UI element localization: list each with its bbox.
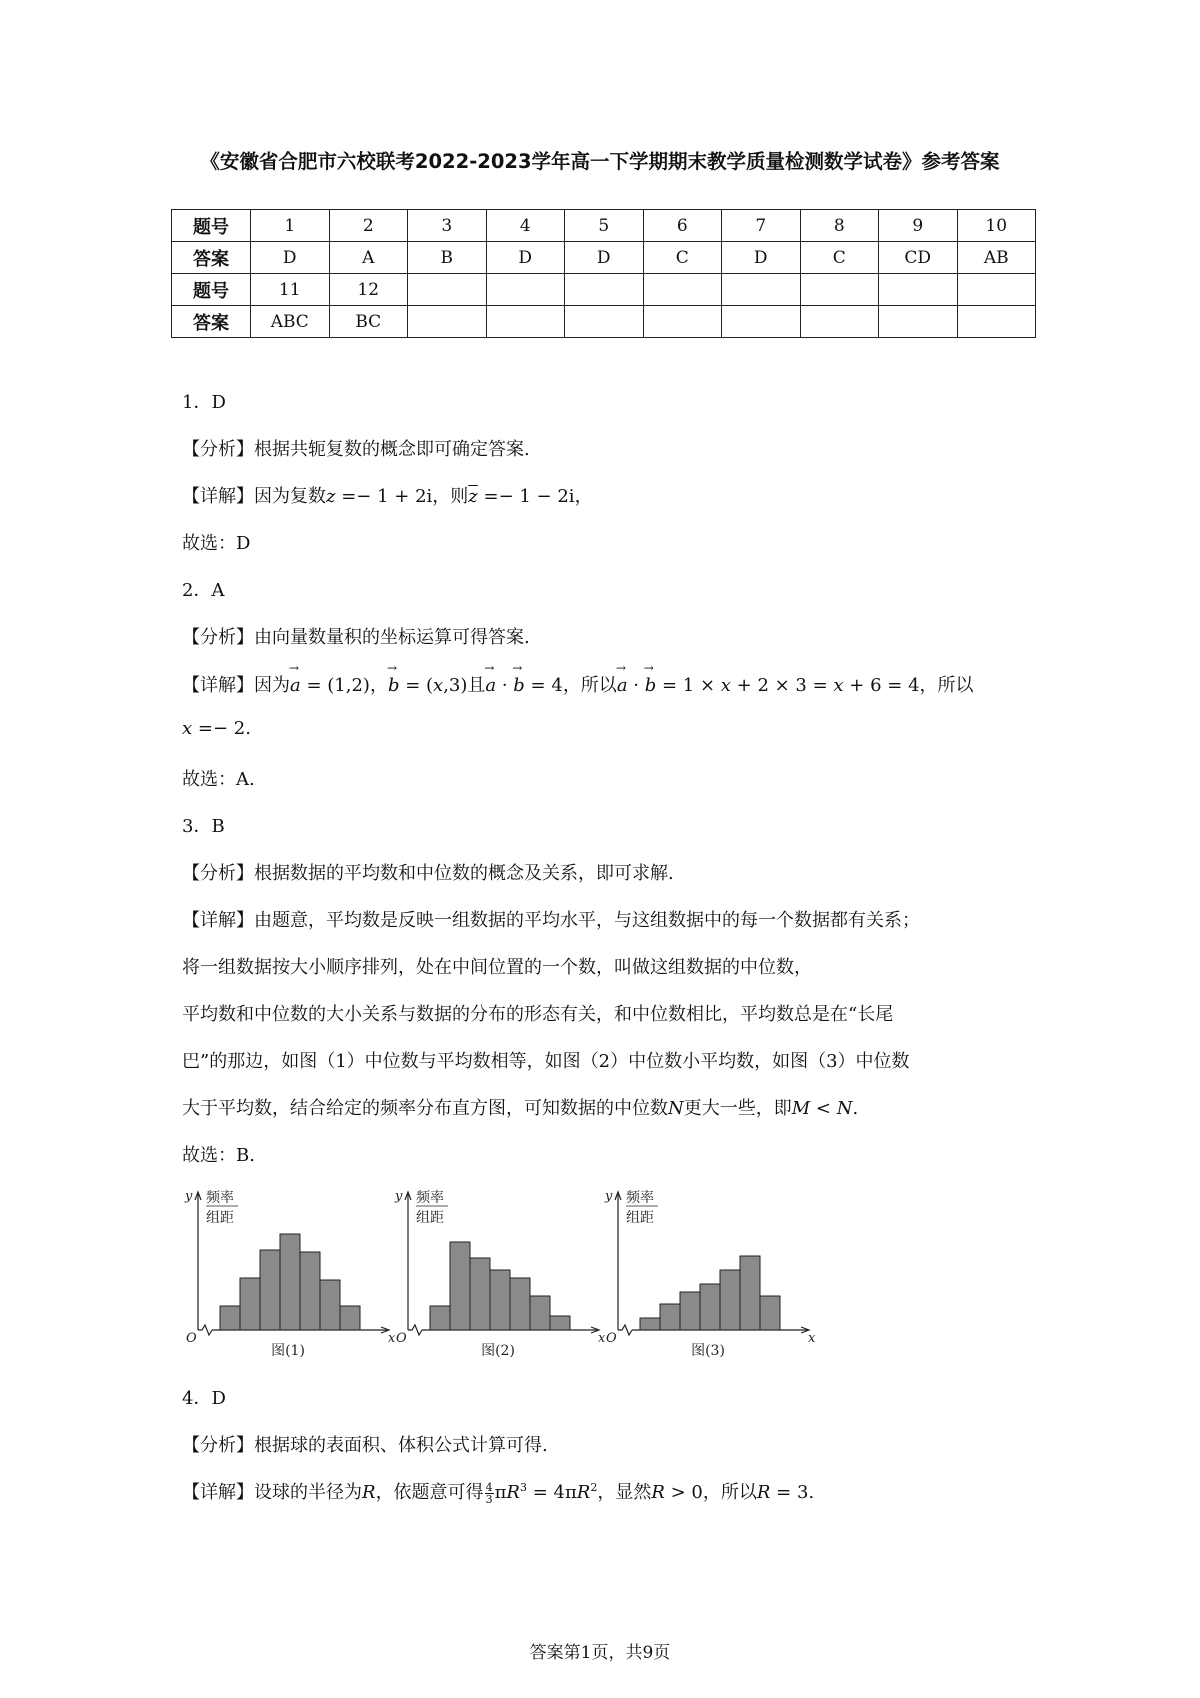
question-number: 2	[329, 210, 408, 242]
histogram-bar	[320, 1280, 340, 1330]
row-label: 题号	[172, 274, 251, 306]
question-4-heading: 4．D	[182, 1388, 226, 1409]
y-label-bottom: 组距	[416, 1210, 444, 1226]
question-number	[722, 274, 801, 306]
question-number: 8	[800, 210, 879, 242]
histogram-bar	[220, 1306, 240, 1330]
answer-table	[171, 209, 1036, 338]
formula: N	[668, 1098, 684, 1119]
histogram-1	[184, 1189, 396, 1359]
axis-break-icon	[198, 1325, 212, 1335]
question-2-heading: 2．A	[182, 580, 225, 601]
histogram-bar	[470, 1258, 490, 1330]
row-label: 答案	[172, 242, 251, 274]
histogram-bar	[700, 1284, 720, 1330]
answer-cell: C	[643, 242, 722, 274]
formula: $\frac{4}{3}$ $\pi R^3 = 4\pi R^2$	[485, 1480, 598, 1506]
origin-label: O	[606, 1331, 617, 1346]
axis-break-icon	[618, 1325, 632, 1335]
answer-cell	[565, 306, 644, 338]
detail-text: 更大一些，即	[683, 1098, 792, 1119]
question-3-detail-line-2: 将一组数据按大小顺序排列，处在中间位置的一个数，叫做这组数据的中位数，	[182, 957, 812, 978]
y-axis-label: y	[185, 1189, 193, 1204]
answer-cell: BC	[329, 306, 408, 338]
histogram-bar	[640, 1318, 660, 1330]
question-2-result: x =− 2.	[182, 718, 251, 739]
histogram-bar	[430, 1306, 450, 1330]
question-number: 5	[565, 210, 644, 242]
question-number: 3	[408, 210, 487, 242]
formula: R	[362, 1482, 376, 1503]
formula: z =− 1 + 2i	[326, 486, 433, 507]
analysis-tag: 【分析】	[182, 863, 254, 884]
question-1-detail	[182, 482, 593, 508]
table-row	[172, 242, 1036, 274]
formula: → a · → b = 1 × x + 2 × 3 = x + 6 = 4	[617, 675, 920, 696]
analysis-tag: 【分析】	[182, 1435, 254, 1456]
histogram-2	[394, 1189, 606, 1359]
detail-text: 大于平均数，结合给定的频率分布直方图，可知数据的中位数	[182, 1098, 668, 1119]
detail-text: ，所以	[702, 1482, 757, 1503]
formula: → b = (x,3)	[388, 675, 467, 696]
histogram-bar	[240, 1278, 260, 1330]
answer-cell: D	[251, 242, 330, 274]
question-number: 7	[722, 210, 801, 242]
question-1-conclusion: 故选：D	[182, 533, 251, 554]
histogram-bar	[300, 1252, 320, 1330]
formula: M < N.	[791, 1098, 859, 1119]
row-label: 答案	[172, 306, 251, 338]
question-3-detail-line-4: 巴”的那边，如图（1）中位数与平均数相等，如图（2）中位数小平均数，如图（3）中位数	[182, 1051, 910, 1072]
answer-cell	[879, 306, 958, 338]
question-number: 11	[251, 274, 330, 306]
question-3-heading: 3．B	[182, 816, 225, 837]
figure-caption: 图(3)	[691, 1343, 725, 1359]
question-1-heading: 1．D	[182, 392, 226, 413]
answer-cell: AB	[957, 242, 1036, 274]
question-number	[565, 274, 644, 306]
answer-cell	[957, 306, 1036, 338]
histogram-bar	[550, 1316, 570, 1330]
histogram-bar	[660, 1304, 680, 1330]
histogram-bar	[490, 1270, 510, 1330]
y-label-bottom: 组距	[206, 1210, 234, 1226]
answer-cell: CD	[879, 242, 958, 274]
question-3-analysis	[182, 859, 674, 885]
y-label-bottom: 组距	[626, 1210, 654, 1226]
question-number: 10	[957, 210, 1036, 242]
y-axis-label: y	[395, 1189, 403, 1204]
histogram-bar	[450, 1242, 470, 1330]
page-title: 《安徽省合肥市六校联考2022-2023学年高一下学期期末教学质量检测数学试卷》参考答案	[200, 150, 1000, 173]
question-2-detail	[182, 671, 974, 697]
analysis-text: 根据数据的平均数和中位数的概念及关系，即可求解.	[254, 863, 674, 884]
formula: R > 0	[651, 1482, 703, 1503]
question-number	[643, 274, 722, 306]
x-axis-label: x	[598, 1331, 606, 1346]
detail-tag: 【详解】	[182, 486, 254, 507]
answer-cell: C	[800, 242, 879, 274]
detail-text: ，所以	[562, 675, 617, 696]
answer-cell	[722, 306, 801, 338]
row-label: 题号	[172, 210, 251, 242]
answer-cell: B	[408, 242, 487, 274]
histogram-bar	[260, 1250, 280, 1330]
detail-tag: 【详解】	[182, 910, 254, 931]
analysis-tag: 【分析】	[182, 627, 254, 648]
histogram-bar	[530, 1296, 550, 1330]
analysis-text: 根据球的表面积、体积公式计算可得.	[254, 1435, 548, 1456]
detail-text: 且	[467, 675, 486, 696]
x-axis-label: x	[388, 1331, 396, 1346]
question-3-detail-line-3: 平均数和中位数的大小关系与数据的分布的形态有关，和中位数相比，平均数总是在“长尾	[182, 1004, 894, 1025]
histogram-bar	[760, 1296, 780, 1330]
detail-text: 因为	[254, 675, 290, 696]
answer-cell: D	[565, 242, 644, 274]
histogram-3	[604, 1189, 816, 1359]
detail-text: ，依题意可得	[375, 1482, 484, 1503]
histogram-figures	[180, 1180, 820, 1360]
question-number: 6	[643, 210, 722, 242]
question-4-analysis	[182, 1431, 548, 1457]
origin-label: O	[186, 1331, 197, 1346]
answer-cell	[486, 306, 565, 338]
answer-cell	[800, 306, 879, 338]
y-label-top: 频率	[626, 1190, 654, 1206]
question-number	[879, 274, 958, 306]
detail-text: ，	[574, 486, 593, 507]
answer-cell: D	[486, 242, 565, 274]
formula: → a = (1,2)	[290, 675, 370, 696]
answer-cell: D	[722, 242, 801, 274]
question-2-conclusion: 故选：A.	[182, 769, 255, 790]
answer-cell	[643, 306, 722, 338]
histogram-bar	[680, 1292, 700, 1330]
origin-label: O	[396, 1331, 407, 1346]
question-number	[486, 274, 565, 306]
histogram-bar	[340, 1306, 360, 1330]
histogram-bar	[280, 1234, 300, 1330]
detail-text: ，	[369, 675, 388, 696]
question-number: 4	[486, 210, 565, 242]
question-3-detail-line-5	[182, 1094, 858, 1120]
question-1-analysis	[182, 435, 530, 461]
question-number: 1	[251, 210, 330, 242]
formula: R = 3.	[756, 1482, 815, 1503]
answer-cell	[408, 306, 487, 338]
y-label-top: 频率	[206, 1190, 234, 1206]
histogram-bar	[510, 1278, 530, 1330]
detail-text: ，显然	[597, 1482, 652, 1503]
histogram-bar	[740, 1256, 760, 1330]
analysis-text: 由向量数量积的坐标运算可得答案.	[254, 627, 530, 648]
question-number	[408, 274, 487, 306]
question-number	[957, 274, 1036, 306]
table-row	[172, 210, 1036, 242]
axis-break-icon	[408, 1325, 422, 1335]
histogram-bar	[720, 1270, 740, 1330]
detail-text: 由题意，平均数是反映一组数据的平均水平，与这组数据中的每一个数据都有关系；	[254, 910, 920, 931]
figure-caption: 图(2)	[481, 1343, 515, 1359]
answer-cell: A	[329, 242, 408, 274]
x-axis-label: x	[808, 1331, 816, 1346]
detail-tag: 【详解】	[182, 675, 254, 696]
answer-cell: ABC	[251, 306, 330, 338]
y-axis-label: y	[605, 1189, 613, 1204]
question-number: 9	[879, 210, 958, 242]
figure-caption: 图(1)	[271, 1343, 305, 1359]
question-3-conclusion: 故选：B.	[182, 1145, 255, 1166]
question-3-detail-line-1	[182, 906, 920, 932]
detail-tag: 【详解】	[182, 1482, 254, 1503]
analysis-tag: 【分析】	[182, 439, 254, 460]
detail-text: 因为复数	[254, 486, 326, 507]
table-row	[172, 306, 1036, 338]
question-2-analysis	[182, 623, 530, 649]
y-label-top: 频率	[416, 1190, 444, 1206]
page-footer: 答案第1页，共9页	[529, 1643, 671, 1663]
detail-text: ，则	[432, 486, 469, 507]
table-row	[172, 274, 1036, 306]
analysis-text: 根据共轭复数的概念即可确定答案.	[254, 439, 530, 460]
detail-text: ，所以	[919, 675, 974, 696]
formula: $\overline{z} =- 1 - 2i$	[468, 486, 575, 507]
formula: → a · → b = 4	[485, 675, 562, 696]
question-4-detail	[182, 1478, 814, 1505]
question-number: 12	[329, 274, 408, 306]
question-number	[800, 274, 879, 306]
detail-text: 设球的半径为	[254, 1482, 362, 1503]
